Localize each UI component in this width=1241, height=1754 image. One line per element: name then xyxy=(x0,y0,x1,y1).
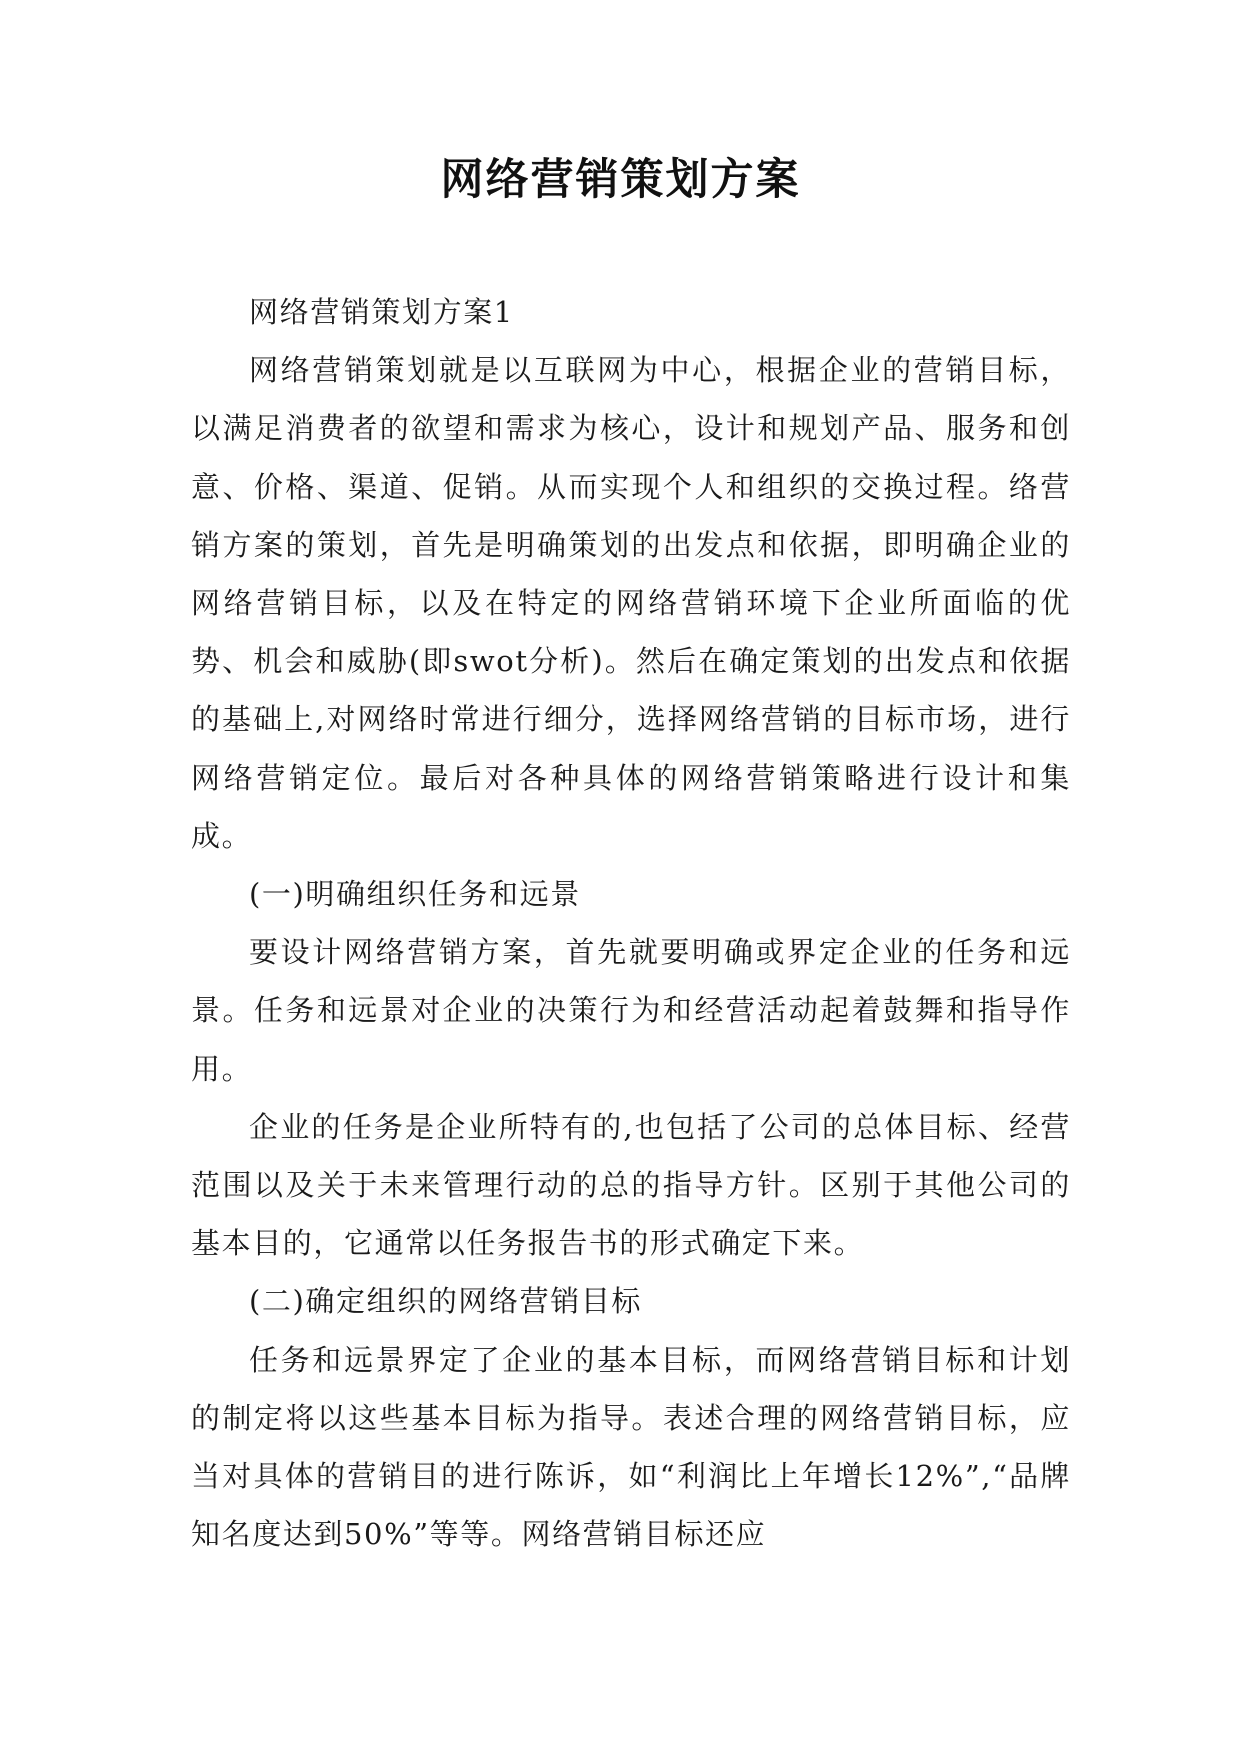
paragraph-intro: 网络营销策划就是以互联网为中心，根据企业的营销目标，以满足消费者的欲望和需求为核心，设计和规划产品、服务和创意、价格、渠道、促销。从而实现个人和组织的交换过程。络营销方案的策划，首先是明确策划的出发点和依据，即明确企业的网络营销目标，以及在特定的网络营销环境下企业所面临的优势、机会和威胁(即swot分析)。然后在确定策划的出发点和依据的基础上,对网络时常进行细分，选择网络营销的目标市场，进行网络营销定位。最后对各种具体的网络营销策略进行设计和集成。 xyxy=(191,353,1071,853)
paragraph-section-1a: 要设计网络营销方案，首先就要明确或界定企业的任务和远景。任务和远景对企业的决策行为和经营活动起着鼓舞和指导作用。 xyxy=(191,935,1071,1086)
paragraph-section-1b: 企业的任务是企业所特有的,也包括了公司的总体目标、经营范围以及关于未来管理行动的总的指导方针。区别于其他公司的基本目的，它通常以任务报告书的形式确定下来。 xyxy=(191,1109,1071,1261)
document-body xyxy=(191,283,1071,1563)
document-title: 网络营销策划方案 xyxy=(440,155,801,205)
section-heading-1: (一)明确组织任务和远景 xyxy=(249,877,581,912)
section-heading-2: (二)确定组织的网络营销目标 xyxy=(249,1284,643,1319)
paragraph-section-2a: 任务和远景界定了企业的基本目标，而网络营销目标和计划的制定将以这些基本目标为指导。表述合理的网络营销目标，应当对具体的营销目的进行陈诉，如“利润比上年增长12%”,“品牌知名度达到50%”等等。网络营销目标还应 xyxy=(191,1342,1071,1552)
paragraph-heading-1: 网络营销策划方案1 xyxy=(249,295,514,329)
